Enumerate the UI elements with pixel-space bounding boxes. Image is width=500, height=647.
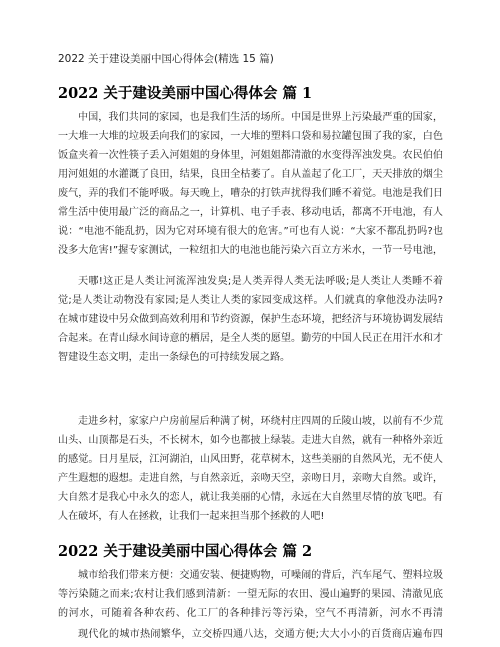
section-2-paragraph-1: 城市给我们带来方便：交通安装、便捷购物，可噪闹的背后，汽车尾气、塑料垃圾等污染随之而来;农村让我们感到清新：一望无际的农田、漫山遍野的果园、清澈见底的河水，可随着各种农药、化工厂的各种排污等污染，空气不再清新，河水不再清 [58,570,443,619]
section-1-paragraph-3: 走进乡村，家家户户房前屋后种满了树，环绕村庄四周的丘陵山坡，以前有不少荒山头、山顶都是石头，不长树木，如今也都披上绿装。走进大自然，就有一种格外亲近的感觉。日月星辰，江河湖泊，山风田野，花草树木，这些美丽的自然风光，无不使人产生遐想的遐想。走进自然，与自然亲近，亲吻天空，亲吻日月，亲吻大自然。或许，大自然才是我心中永久的恋人，就让我美丽的心情，永远在大自然里尽情的放飞吧。有人在破坏，有人在拯救，让我们一起来担当那个拯救的人吧! [58,416,443,522]
section-1-paragraph-1: 中国，我们共同的家园，也是我们生活的场所。中国是世界上污染最严重的国家，一大堆一大堆的垃圾丢向我们的家园，一大堆的塑料口袋和易拉罐包围了我的家，白色饭盒夹着一次性筷子丢入河姐姐的身体里，河姐姐都清澈的水变得浑浊发臭。农民伯伯用河姐姐的水灌溉了良田，结果，良田全枯萎了。自从盖起了化工厂，天天排放的烟尘废气，弄的我们不能呼吸。每天晚上，嘈杂的打铁声扰得我们睡不着觉。电池是我们日常生活中使用最广泛的商品之一，计算机、电子手表、移动电话，都离不开电池，有人说：“电池不能乱扔，因为它对环境有很大的危害。”可也有人说：“大家不都乱扔吗?也没多大危害!”握专家测试，一粒纽扣大的电池也能污染六百立方米水，一节一号电池， [58,112,443,256]
section-heading-2: 2022 关于建设美丽中国心得体会 篇 2 [58,543,313,560]
document-title: 2022 关于建设美丽中国心得体会(精选 15 篇) [58,53,274,65]
section-heading-1: 2022 关于建设美丽中国心得体会 篇 1 [58,85,313,102]
section-1-paragraph-2: 天哪!这正是人类让河流浑浊发臭;是人类弄得人类无法呼吸;是人类让人类睡不着觉;是人类让动物没有家园;是人类让人类的家园变成这样。人们就真的拿他没办法吗?在城市建设中另众做到高效利用和节约资源，保护生态环境，把经济与环境协调发展结合起来。在青山绿水间诗意的栖居，是全人类的愿望。勤劳的中国人民正在用汗水和才智建设生态文明，走出一条绿色的可持续发展之路。 [58,276,443,363]
section-2-paragraph-2: 现代化的城市热闹繁华，立交桥四通八达，交通方便;大大小小的百货商店遍布四 [78,629,443,640]
